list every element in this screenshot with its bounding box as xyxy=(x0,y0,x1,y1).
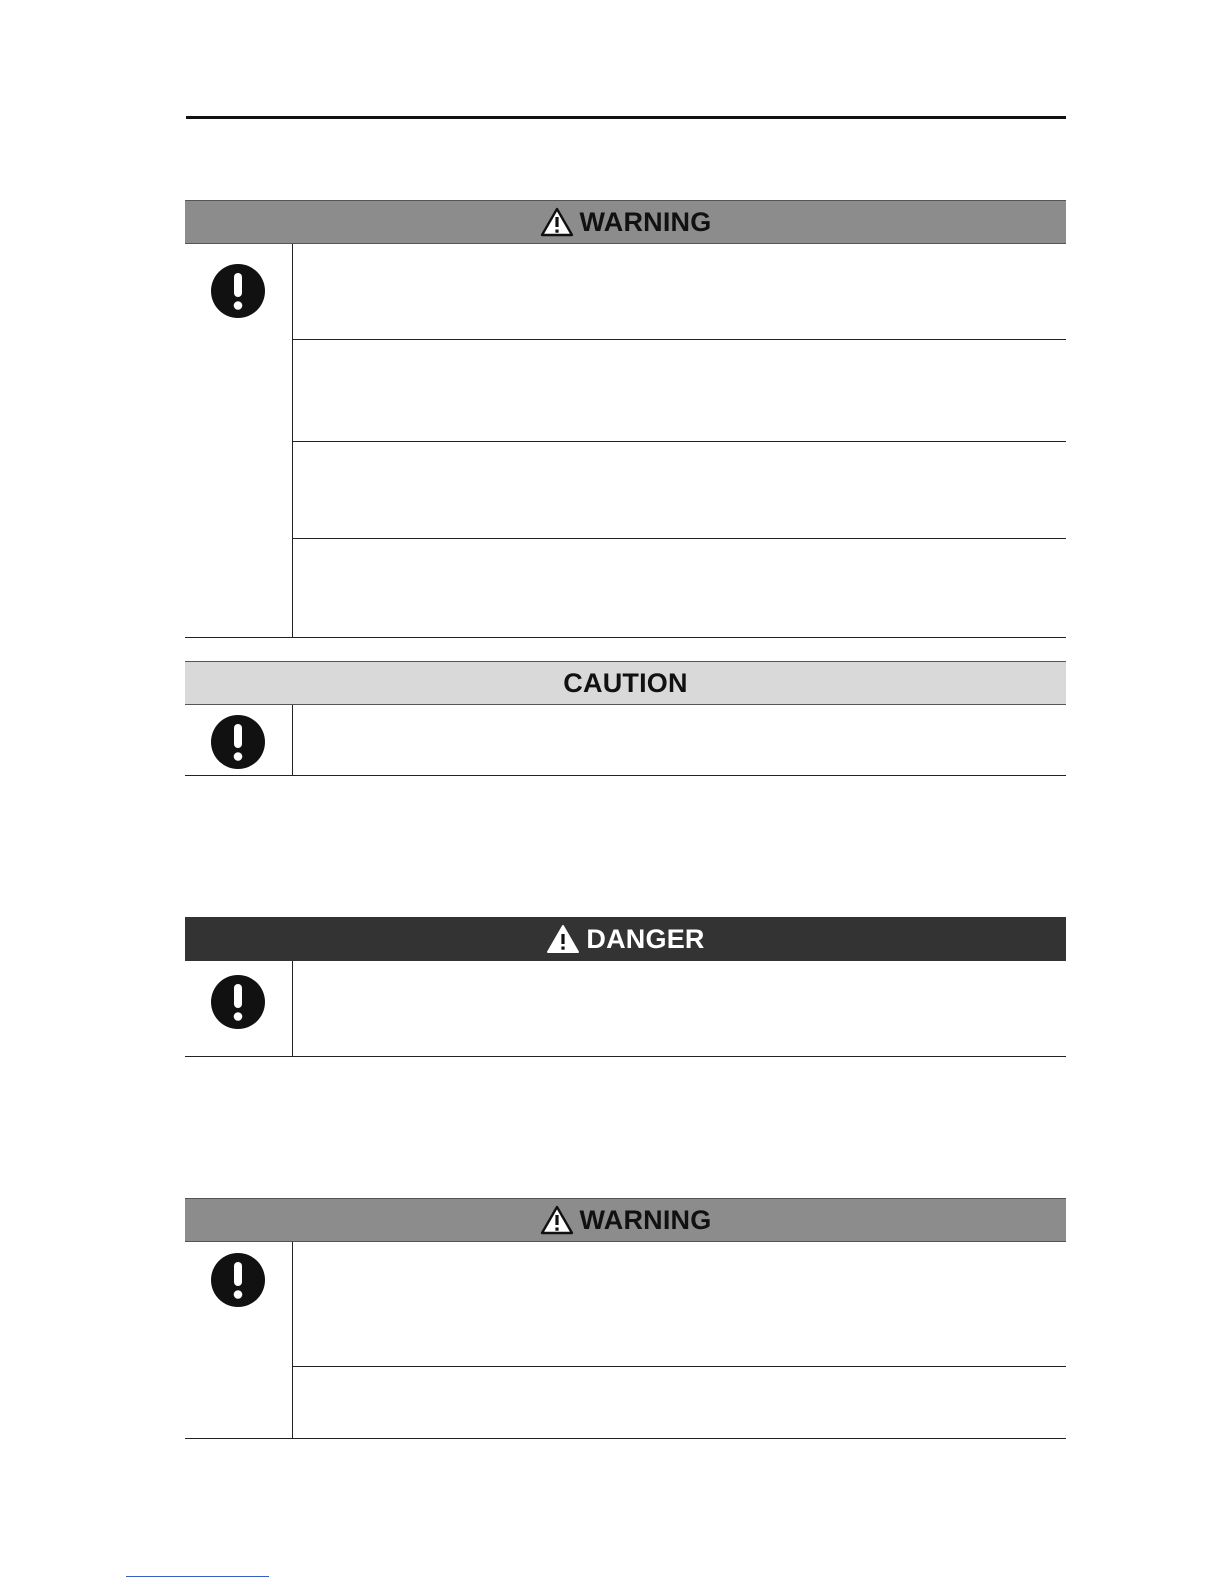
icon-column xyxy=(185,1242,293,1438)
icon-column xyxy=(185,705,293,775)
notice-row xyxy=(293,1367,1066,1438)
notice-body xyxy=(185,705,1066,776)
notice-row xyxy=(293,705,1066,775)
footer-link-underline[interactable] xyxy=(126,1576,269,1577)
notice-row xyxy=(293,340,1066,442)
notice-row xyxy=(293,1242,1066,1367)
notice-rows xyxy=(293,1242,1066,1438)
notice-row xyxy=(293,539,1066,637)
top-rule xyxy=(186,116,1066,119)
notice-rows xyxy=(293,705,1066,775)
warning-header xyxy=(185,1198,1066,1242)
warning-notice-1 xyxy=(185,200,1066,638)
notice-rows xyxy=(293,961,1066,1056)
icon-column xyxy=(185,961,293,1056)
notice-body xyxy=(185,961,1066,1057)
danger-header xyxy=(185,917,1066,961)
notice-rows xyxy=(293,244,1066,637)
icon-column xyxy=(185,244,293,637)
mandatory-action-icon xyxy=(210,263,266,319)
notice-row xyxy=(293,961,1066,1056)
mandatory-action-icon xyxy=(210,974,266,1030)
header-label: CAUTION xyxy=(563,667,688,698)
warning-notice-2 xyxy=(185,1198,1066,1439)
notice-body xyxy=(185,1242,1066,1439)
warning-triangle-icon xyxy=(546,924,580,954)
notice-row xyxy=(293,244,1066,340)
warning-triangle-icon xyxy=(540,207,574,237)
mandatory-action-icon xyxy=(210,1252,266,1308)
notice-body xyxy=(185,244,1066,638)
header-label: DANGER xyxy=(586,923,705,954)
header-label: WARNING xyxy=(579,1204,712,1235)
caution-header xyxy=(185,661,1066,705)
header-label: WARNING xyxy=(579,206,712,237)
mandatory-action-icon xyxy=(210,714,266,770)
warning-header xyxy=(185,200,1066,244)
notice-row xyxy=(293,442,1066,539)
danger-notice xyxy=(185,917,1066,1057)
caution-notice xyxy=(185,661,1066,776)
warning-triangle-icon xyxy=(540,1205,574,1235)
